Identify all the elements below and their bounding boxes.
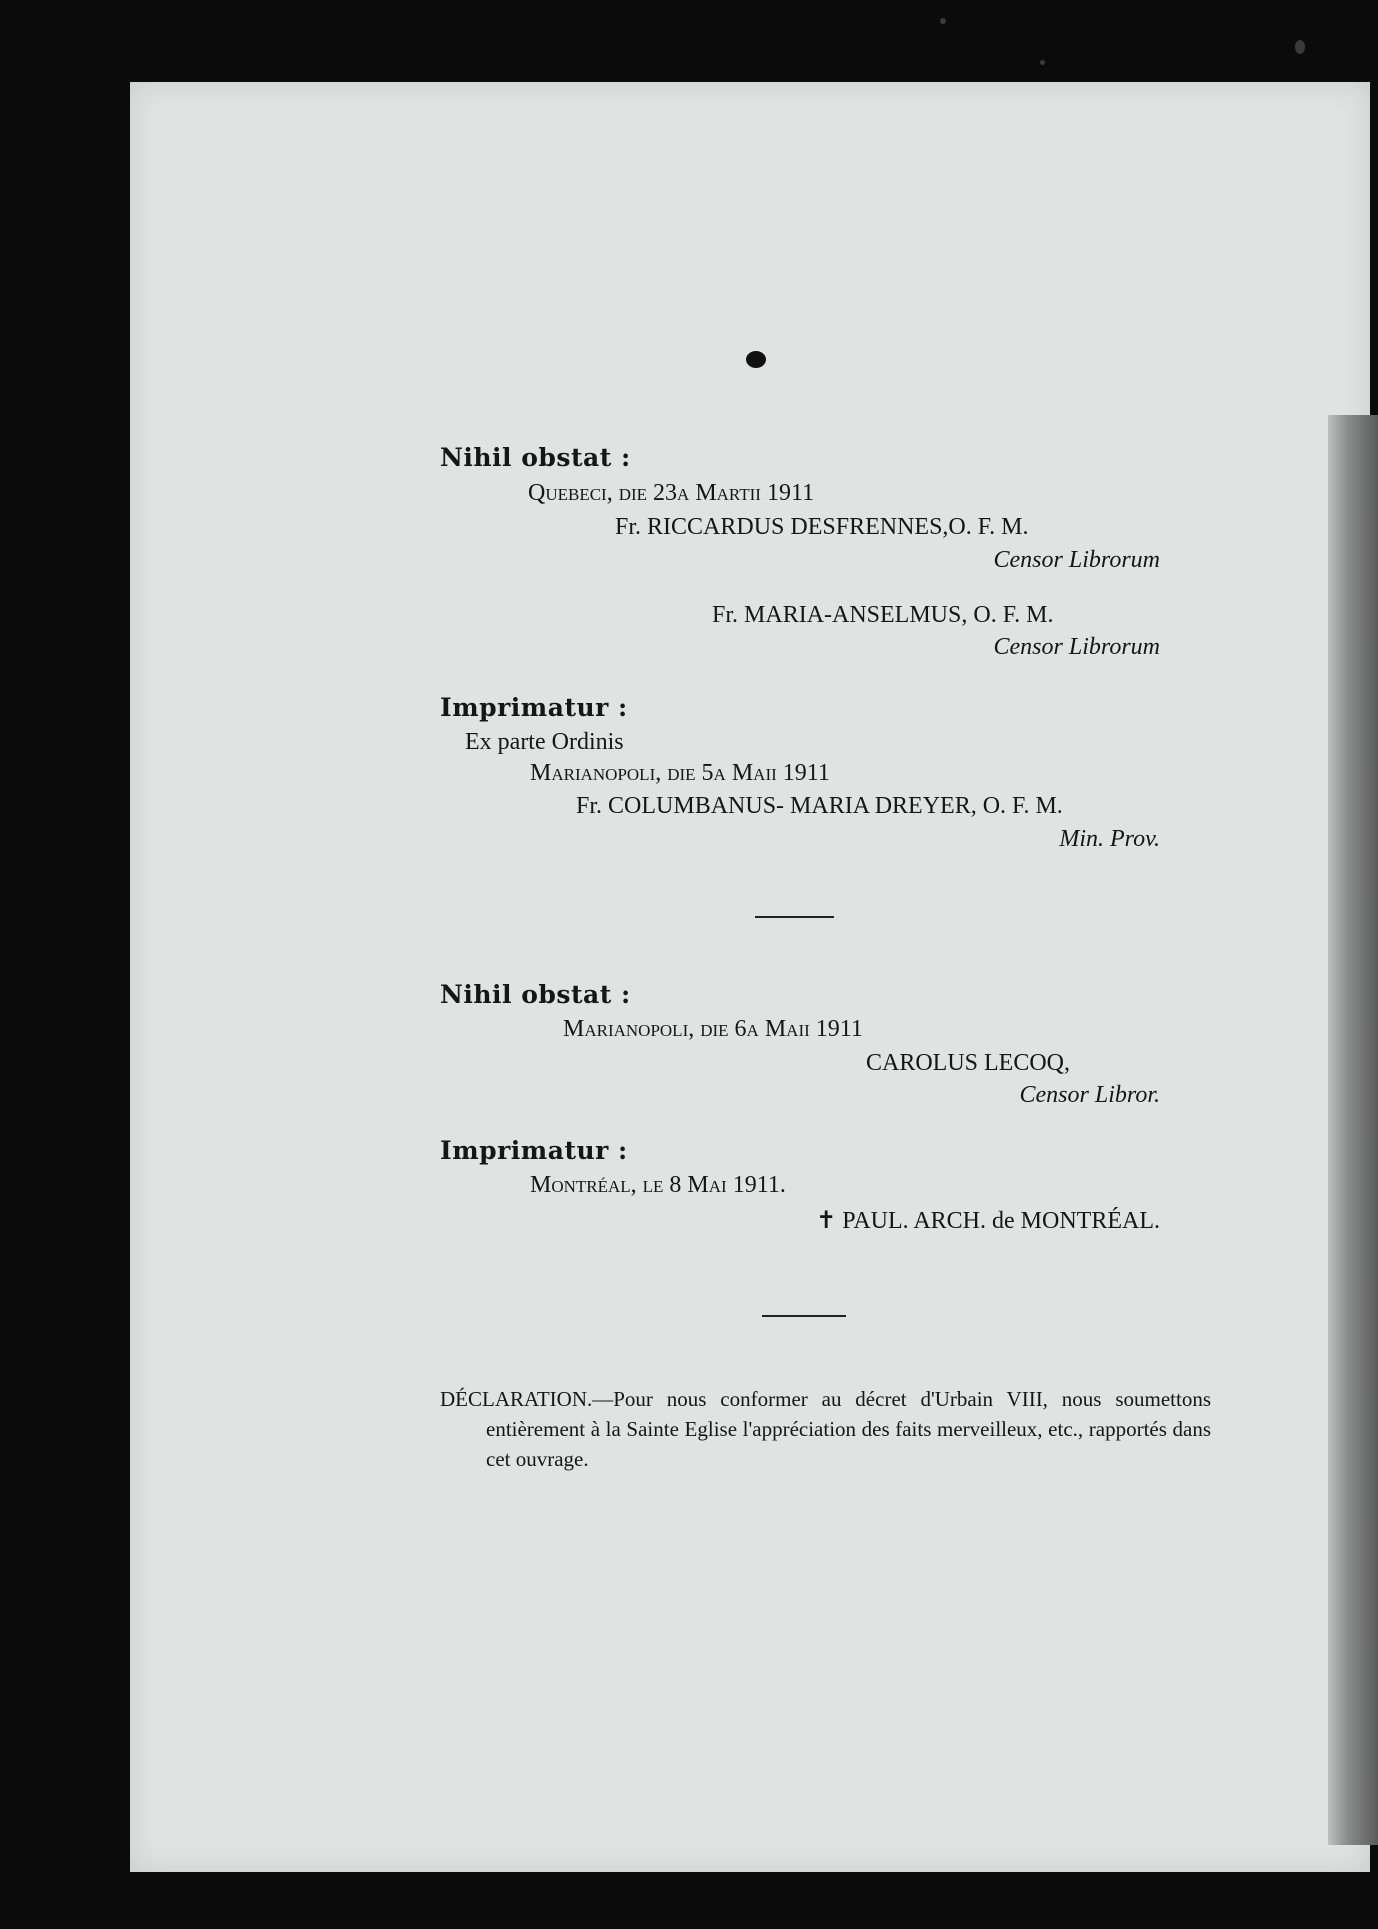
- provincial-name: Fr. COLUMBANUS- MARIA DREYER, O. F. M.: [576, 793, 1063, 819]
- place-date-marianopoli-1: Marianopoli, die 5a Maii 1911: [530, 760, 830, 786]
- imprimatur-heading-1: Imprimatur :: [440, 693, 628, 722]
- place-date-quebec: Quebeci, die 23a Martii 1911: [528, 480, 815, 506]
- censor1-name: Fr. RICCARDUS DESFRENNES,O. F. M.: [615, 514, 1029, 540]
- imprimatur-heading-2: Imprimatur :: [440, 1136, 628, 1165]
- place-date-marianopoli-2: Marianopoli, die 6a Maii 1911: [563, 1016, 863, 1042]
- scan-speck: [1295, 40, 1305, 54]
- scan-speck: [1040, 60, 1045, 65]
- censor-lecoq-name: CAROLUS LECOQ,: [866, 1050, 1071, 1076]
- ink-dot: [746, 351, 766, 368]
- page-edge: [1328, 415, 1378, 1845]
- separator-rule-2: [762, 1315, 846, 1317]
- provincial-title: Min. Prov.: [1059, 826, 1160, 852]
- scan-speck: [940, 18, 946, 24]
- censor2-title: Censor Librorum: [993, 634, 1160, 660]
- archbishop-signature: ✝ PAUL. ARCH. de MONTRÉAL.: [816, 1208, 1160, 1234]
- censor-lecoq-title: Censor Libror.: [1019, 1082, 1160, 1108]
- censor1-title: Censor Librorum: [993, 547, 1160, 573]
- censor2-name: Fr. MARIA-ANSELMUS, O. F. M.: [712, 602, 1054, 628]
- scanned-page: [130, 82, 1370, 1872]
- place-date-montreal: Montréal, le 8 Mai 1911.: [530, 1172, 786, 1198]
- ex-parte-ordinis: Ex parte Ordinis: [465, 729, 624, 755]
- declaration-paragraph: DÉCLARATION.—Pour nous conformer au décret d'Urbain VIII, nous soumettons entièrement à la Sainte Eglise l'appréciation des faits merveilleux, etc., rapportés dans cet ouvrage.: [440, 1387, 1211, 1471]
- nihil-obstat-heading-2: Nihil obstat :: [440, 980, 631, 1009]
- separator-rule-1: [755, 916, 834, 918]
- nihil-obstat-heading-1: Nihil obstat :: [440, 443, 631, 472]
